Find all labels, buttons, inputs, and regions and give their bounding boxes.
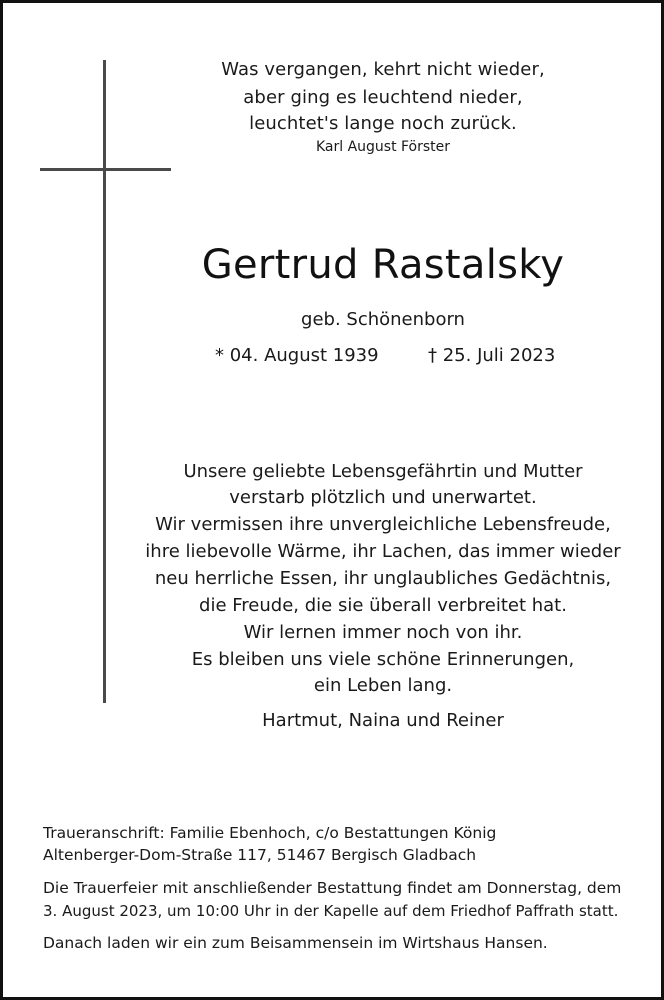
deceased-name: Gertrud Rastalsky	[201, 242, 565, 288]
message-line-5: neu herrliche Essen, ihr unglaubliches Gedächtnis,	[154, 568, 612, 589]
address-line-1: Traueranschrift: Familie Ebenhoch, c/o Bestattungen König	[43, 824, 497, 842]
message-line-2: verstarb plötzlich und unerwartet.	[229, 487, 537, 508]
quote-line-3: leuchtet's lange noch zurück.	[249, 113, 517, 134]
birth-date: * 04. August 1939	[215, 345, 379, 366]
message-line-8: Es bleiben uns viele schöne Erinnerungen,	[191, 649, 575, 670]
message-line-9: ein Leben lang.	[313, 675, 453, 696]
message-line-6: die Freude, die sie überall verbreitet hat.	[199, 595, 567, 616]
birth-name: geb. Schönenborn	[301, 309, 465, 330]
quote-author: Karl August Förster	[315, 139, 451, 155]
signers: Hartmut, Naina und Reiner	[262, 710, 504, 731]
ceremony-line-1: Die Trauerfeier mit anschließender Bestattung findet am Donnerstag, dem	[43, 879, 622, 897]
message-line-3: Wir vermissen ihre unvergleichliche Lebensfreude,	[155, 514, 611, 535]
message-line-1: Unsere geliebte Lebensgefährtin und Mutter	[183, 461, 583, 482]
invitation-line: Danach laden wir ein zum Beisammensein im Wirtshaus Hansen.	[43, 934, 548, 952]
ceremony-line-2: 3. August 2023, um 10:00 Uhr in der Kapelle auf dem Friedhof Paffrath statt.	[43, 902, 619, 920]
quote-line-2: aber ging es leuchtend nieder,	[243, 87, 523, 108]
cross-vertical-bar	[103, 60, 106, 703]
address-line-2: Altenberger-Dom-Straße 117, 51467 Bergisch Gladbach	[43, 846, 477, 864]
death-date: † 25. Juli 2023	[428, 345, 556, 366]
message-line-7: Wir lernen immer noch von ihr.	[243, 622, 523, 643]
message-line-4: ihre liebevolle Wärme, ihr Lachen, das immer wieder	[145, 541, 621, 562]
quote-line-1: Was vergangen, kehrt nicht wieder,	[221, 59, 545, 80]
cross-horizontal-bar	[40, 168, 171, 171]
